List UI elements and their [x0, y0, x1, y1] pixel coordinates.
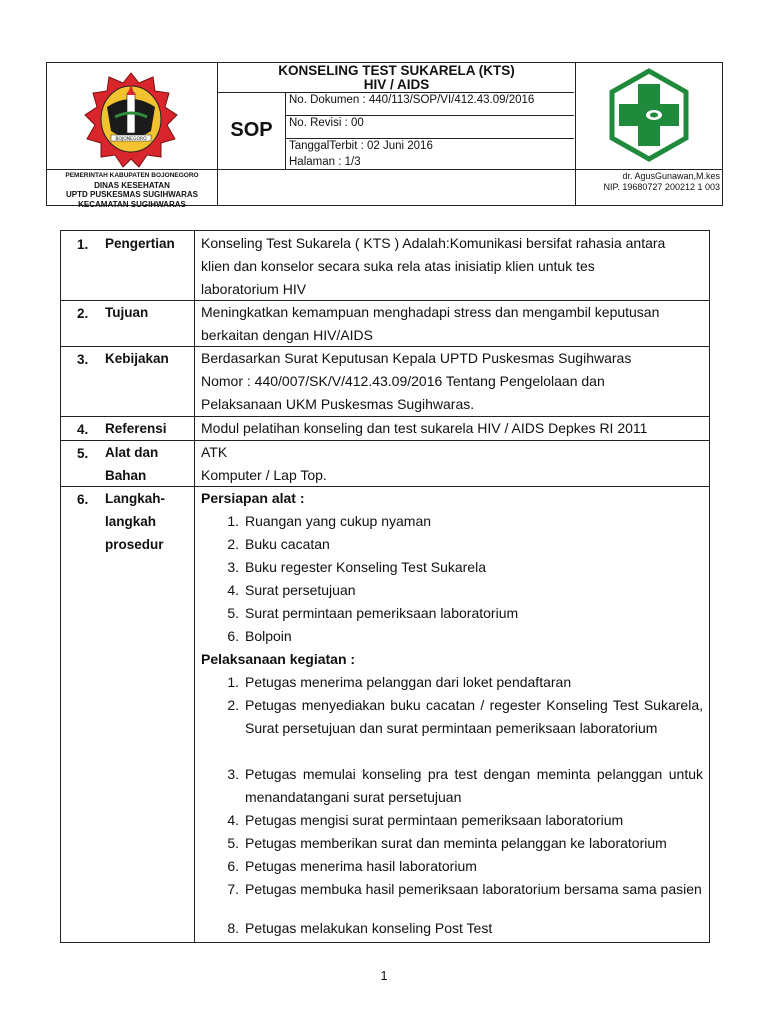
puskesmas-logo [608, 68, 690, 162]
doc-number: No. Dokumen : 440/113/SOP/VI/412.43.09/2016 [289, 94, 535, 106]
title-line: HIV / AIDS [363, 77, 430, 92]
title-line: KONSELING TEST SUKARELA (KTS) [278, 63, 515, 78]
list-item: 2. Petugas menyediakan buku cacatan / regester Konseling Test Sukarela, Surat persetujuan dan surat permintaan pemeriksaan laboratorium [227, 697, 703, 736]
purpose-line: berkaitan dengan HIV/AIDS [201, 327, 373, 343]
org-line: DINAS KESEHATAN [94, 180, 170, 190]
org-line: KECAMATAN SUGIHWARAS [78, 199, 186, 209]
revision-number: No. Revisi : 00 [289, 117, 364, 129]
header-rule [47, 169, 722, 170]
emblem-text: BOJONEGORO [115, 137, 147, 142]
row-number: 3. [77, 352, 89, 367]
row-number: 4. [77, 422, 89, 437]
list-item: 3. Petugas memulai konseling pra test dengan meminta pelanggan untuk menandatangani surat persetujuan [227, 766, 703, 805]
header-divider [217, 63, 218, 205]
page-number: 1 [380, 968, 388, 983]
row-number: 5. [77, 446, 89, 461]
definition-line: Konseling Test Sukarela ( KTS ) Adalah:Komunikasi bersifat rahasia antara [201, 235, 666, 251]
org-line: PEMERINTAH KABUPATEN BOJONEGORO [65, 172, 199, 179]
row-number: 2. [77, 306, 89, 321]
row-label: Referensi [105, 421, 167, 436]
issue-date: TanggalTerbit : 02 Juni 2016 [289, 140, 433, 152]
signer-block [575, 171, 720, 192]
policy-line: Berdasarkan Surat Keputusan Kepala UPTD Puskesmas Sugihwaras [201, 350, 632, 366]
header-divider [285, 93, 286, 169]
sop-content-table: 1. Pengertian Konseling Test Sukarela ( KTS ) Adalah:Komunikasi bersifat rahasia antara klien dan konselor secara suka rela atas inisiatip klien untuk tes laboratorium HIV 2. Tujuan Meningkatkan kemampuan menghadapi stress dan mengambil keputusan berkaitan dengan HIV/AIDS 3. Kebijakan Berdasarkan Surat Keputusan Kepala UPTD Puskesmas Sugihwaras Nomor : 440/007/SK/V/412.43.09/2016 Tentang Pengelolaan dan Pelaksanaan UKM Puskesmas Sugihwaras. 4. Referensi Modul pelatihan konseling dan test sukarela HIV / AIDS Depkes RI 2011 5. Alat dan Bahan ATK Komputer / Lap Top. 6. Langkah- langkah prosedur Persiapan alat : 1. Ruangan yang cukup nyaman 2. Buku cacatan 3. Buku regester Konseling Test Sukarela 4. Surat persetujuan 5. Surat permintaan pemeriksaan laboratorium 6. Bolpoin Pelaksanaan kegiatan : 1. Petugas menerima pelanggan dari loket pendaftaran 2. Petugas menyediakan buku cacatan / regester Konseling Test Sukarela, Surat persetujuan dan surat permintaan pemeriksaan laboratorium 3. Petugas memulai konseling pra test dengan meminta pelanggan untuk menandatangani surat persetujuan 4. Petugas mengisi surat permintaan pemeriksaan laboratorium 5. Petugas memberikan surat dan meminta pelanggan ke laboratorium 6. Petugas menerima hasil laboratorium 7. Petugas membuka hasil pemeriksaan laboratorium bersama sama pasien 8. Petugas melakukan konseling Post Test [60, 230, 710, 943]
policy-line: Nomor : 440/007/SK/V/412.43.09/2016 Tentang Pengelolaan dan [201, 373, 605, 389]
column-divider [194, 231, 195, 942]
header-rule [285, 115, 574, 116]
policy-line: Pelaksanaan UKM Puskesmas Sugihwaras. [201, 396, 475, 412]
reference-line: Modul pelatihan konseling dan test sukarela HIV / AIDS Depkes RI 2011 [201, 420, 648, 436]
bojonegoro-emblem-logo [77, 69, 185, 169]
definition-line: laboratorium HIV [201, 281, 307, 297]
tools-line: Komputer / Lap Top. [201, 467, 327, 483]
list-item: 7. Petugas membuka hasil pemeriksaan laboratorium bersama sama pasien [227, 881, 702, 897]
document-title [219, 64, 574, 92]
organization-block [49, 171, 215, 209]
preparation-heading: Persiapan alat : [201, 490, 305, 506]
row-label: prosedur [105, 537, 164, 552]
definition-line: klien dan konselor secara suka rela atas inisiatip klien untuk tes [201, 258, 595, 274]
row-label: Kebijakan [105, 351, 169, 366]
row-label: Tujuan [105, 305, 149, 320]
row-number: 1. [77, 237, 89, 252]
org-line: UPTD PUSKESMAS SUGIHWARAS [65, 190, 198, 199]
signer-name: dr. AgusGunawan,M.kes [622, 171, 720, 181]
row-label: Pengertian [105, 236, 175, 251]
implementation-heading: Pelaksanaan kegiatan : [201, 651, 356, 667]
row-number: 6. [77, 492, 89, 507]
sop-label: SOP [230, 119, 273, 141]
row-label: langkah [105, 514, 157, 529]
row-label: Alat dan [105, 445, 159, 460]
purpose-line: Meningkatkan kemampuan menghadapi stress dan mengambil keputusan [201, 304, 660, 320]
header-rule [285, 138, 574, 139]
tools-line: ATK [201, 444, 228, 460]
page-info: Halaman : 1/3 [289, 156, 361, 168]
signer-nip: NIP. 19680727 200212 1 003 [603, 181, 720, 192]
row-label: Langkah- [105, 491, 166, 506]
document-header [46, 62, 723, 209]
row-label: Bahan [105, 468, 147, 483]
